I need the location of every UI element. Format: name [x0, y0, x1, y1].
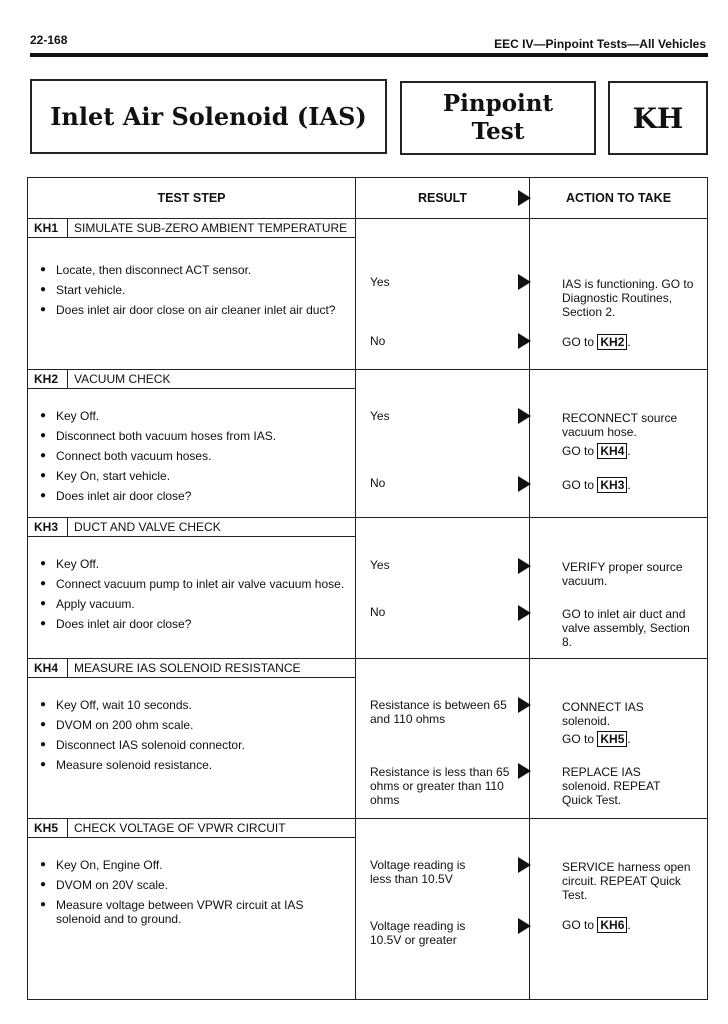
action-text: REPLACE IAS solenoid. REPEAT Quick Test. — [562, 765, 661, 807]
step-bullet: ● Key On, Engine Off. — [56, 858, 345, 872]
step-cell — [28, 219, 356, 370]
step-bullet: ● Does inlet air door close? — [56, 617, 345, 631]
col-header-action: ACTION TO TAKE — [530, 178, 708, 219]
result-text: Voltage reading is 10.5V or greater — [370, 919, 466, 947]
action-text: GO to inlet air duct and valve assembly, Section 8. — [562, 607, 690, 649]
result-cell — [356, 219, 530, 370]
result-text: Yes — [370, 275, 390, 289]
col-header-result — [356, 178, 530, 219]
step-bullet: ● Key On, start vehicle. — [56, 469, 345, 483]
step-bullet: ● Disconnect both vacuum hoses from IAS. — [56, 429, 345, 443]
action-text: GO to — [562, 335, 595, 349]
result-text: No — [370, 334, 386, 348]
header-arrow-icon — [518, 190, 531, 206]
result-text: Yes — [370, 409, 390, 423]
step-bullet: ● Apply vacuum. — [56, 597, 345, 611]
step-ref-kh5[interactable]: KH5 — [597, 731, 627, 747]
action-goto: GO to KH3 . — [562, 478, 631, 492]
step-title: CHECK VOLTAGE OF VPWR CIRCUIT — [74, 821, 286, 835]
action-goto: GO to KH6 . — [562, 918, 631, 932]
table-row — [28, 370, 708, 518]
step-id: KH1 — [28, 219, 68, 237]
step-bullet: ● Measure voltage between VPWR circuit at IAS solenoid and to ground. — [56, 898, 345, 926]
table-row — [28, 518, 708, 659]
step-id: KH2 — [28, 370, 68, 388]
action-text: CONNECT IAS solenoid. — [562, 700, 644, 728]
col-header-test-step: TEST STEP — [28, 178, 356, 219]
step-id: KH5 — [28, 819, 68, 837]
table-row — [28, 819, 708, 1000]
step-title: MEASURE IAS SOLENOID RESISTANCE — [74, 661, 301, 675]
table-row — [28, 659, 708, 819]
step-bullet: ● Connect vacuum pump to inlet air valve vacuum hose. — [56, 577, 345, 591]
step-bullet: ● Locate, then disconnect ACT sensor. — [56, 263, 345, 277]
result-cell — [356, 659, 530, 819]
step-bullet: ● DVOM on 200 ohm scale. — [56, 718, 345, 732]
step-cell — [28, 659, 356, 819]
action-text: GO to — [562, 444, 595, 458]
step-bullet: ● Key Off, wait 10 seconds. — [56, 698, 345, 712]
action-text: GO to — [562, 732, 595, 746]
step-ref-kh4[interactable]: KH4 — [597, 443, 627, 459]
pinpoint-test-box — [400, 81, 596, 155]
step-ref-kh3[interactable]: KH3 — [597, 477, 627, 493]
step-bullet: ● Does inlet air door close? — [56, 489, 345, 503]
result-cell — [356, 518, 530, 659]
result-text: Resistance is less than 65 ohms or greater than 110 ohms — [370, 765, 510, 807]
action-goto: GO to KH5 . — [562, 732, 631, 746]
page-number: 22-168 — [30, 33, 68, 47]
result-text: No — [370, 605, 386, 619]
step-bullet: ● Disconnect IAS solenoid connector. — [56, 738, 345, 752]
step-id: KH3 — [28, 518, 68, 536]
action-text: GO to — [562, 918, 595, 932]
action-cell — [530, 659, 708, 819]
result-text: No — [370, 476, 386, 490]
pinpoint-table — [27, 177, 708, 1000]
test-code: KH — [632, 101, 684, 135]
action-text: SERVICE harness open circuit. REPEAT Quick Test. — [562, 860, 691, 902]
step-bullet: ● Key Off. — [56, 409, 345, 423]
action-text: RECONNECT source vacuum hose. — [562, 411, 678, 439]
step-bullet: ● Does inlet air door close on air cleaner inlet air duct? — [56, 303, 345, 317]
test-title: Inlet Air Solenoid (IAS) — [50, 102, 367, 131]
test-label: Test — [471, 118, 525, 145]
step-bullet: ● Key Off. — [56, 557, 345, 571]
step-cell — [28, 370, 356, 518]
action-goto: GO to KH4 . — [562, 444, 631, 458]
action-goto: GO to KH2 . — [562, 335, 631, 349]
action-cell — [530, 219, 708, 370]
section-title: EEC IV—Pinpoint Tests—All Vehicles — [494, 37, 706, 51]
result-text: Voltage reading is less than 10.5V — [370, 858, 466, 886]
result-text: Resistance is between 65 and 110 ohms — [370, 698, 507, 726]
test-title-box — [30, 79, 387, 154]
step-ref-kh2[interactable]: KH2 — [597, 334, 627, 350]
result-cell — [356, 819, 530, 1000]
step-cell — [28, 819, 356, 1000]
action-text: VERIFY proper source vacuum. — [562, 560, 683, 588]
step-bullet: ● Start vehicle. — [56, 283, 345, 297]
action-text: GO to — [562, 478, 595, 492]
step-cell — [28, 518, 356, 659]
step-title: VACUUM CHECK — [74, 372, 171, 386]
table-row — [28, 219, 708, 370]
step-ref-kh6[interactable]: KH6 — [597, 917, 627, 933]
step-bullet: ● Measure solenoid resistance. — [56, 758, 345, 772]
step-title: DUCT AND VALVE CHECK — [74, 520, 221, 534]
result-text: Yes — [370, 558, 390, 572]
action-cell — [530, 518, 708, 659]
action-text: IAS is functioning. GO to Diagnostic Routines, Section 2. — [562, 277, 694, 319]
step-bullet: ● DVOM on 20V scale. — [56, 878, 345, 892]
pinpoint-label: Pinpoint — [442, 90, 554, 117]
action-cell — [530, 819, 708, 1000]
table-header-row — [28, 178, 708, 219]
col-header-result-label: RESULT — [417, 191, 468, 205]
step-title: SIMULATE SUB-ZERO AMBIENT TEMPERATURE — [74, 221, 348, 235]
step-bullet: ● Connect both vacuum hoses. — [56, 449, 345, 463]
test-code-box — [608, 81, 708, 155]
header-rule — [30, 53, 708, 57]
step-id: KH4 — [28, 659, 68, 677]
action-cell — [530, 370, 708, 518]
result-cell — [356, 370, 530, 518]
